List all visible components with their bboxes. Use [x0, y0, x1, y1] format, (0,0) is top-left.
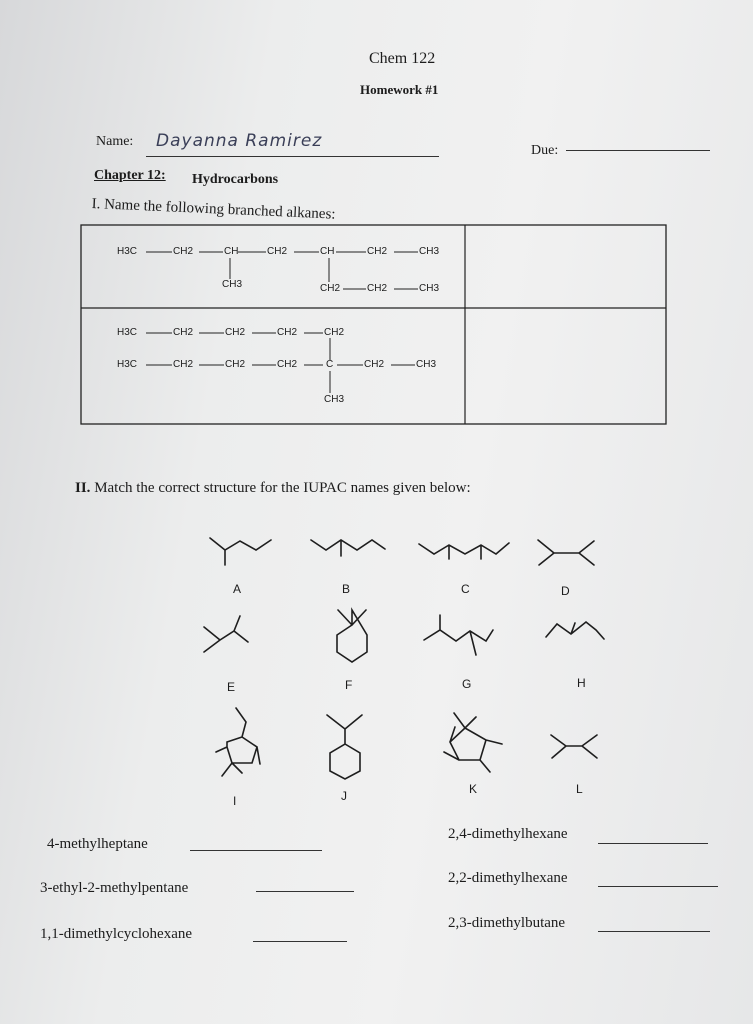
label-l: L — [576, 782, 583, 796]
s2-atom: CH2 — [173, 327, 194, 338]
structure-g — [424, 615, 493, 655]
s2-atom: CH2 — [173, 359, 194, 370]
answer-blank[interactable] — [256, 891, 354, 892]
chapter-topic: Hydrocarbons — [192, 172, 279, 187]
structure-h — [546, 622, 604, 639]
answer-blank[interactable] — [598, 931, 710, 932]
s2-atom: H3C — [117, 327, 138, 338]
label-i: I — [233, 794, 237, 808]
structure-f — [337, 610, 367, 662]
due-label: Due: — [531, 143, 559, 158]
match-name-3-ethyl-2-methylpentane: 3-ethyl-2-methylpentane — [40, 880, 189, 896]
s2-atom: CH2 — [225, 359, 246, 370]
structure-e — [204, 616, 248, 652]
chapter-number: Chapter 12: — [94, 168, 166, 183]
s1-branch-methyl: CH3 — [222, 279, 243, 290]
label-k: K — [469, 782, 478, 796]
label-b: B — [342, 582, 351, 596]
structure-d — [538, 540, 594, 565]
label-g: G — [462, 677, 472, 691]
s1-atom: CH — [224, 246, 239, 257]
s1-branch-atom: CH2 — [367, 283, 388, 294]
s1-atom: H3C — [117, 246, 138, 257]
s1-atom: CH — [320, 246, 335, 257]
match-name-4-methylheptane: 4-methylheptane — [47, 836, 148, 852]
section2-text: Match the correct structure for the IUPAC names given below: — [94, 480, 471, 496]
s1-branch-atom: CH2 — [320, 283, 341, 294]
match-name-2-4-dimethylhexane: 2,4-dimethylhexane — [448, 826, 568, 842]
section1-instruction: I. Name the following branched alkanes: — [91, 196, 336, 223]
s1-atom: CH2 — [367, 246, 388, 257]
structure-a — [210, 538, 271, 565]
s2-atom: CH2 — [364, 359, 385, 370]
label-a: A — [233, 582, 242, 596]
s1-atom: CH3 — [419, 246, 440, 257]
structure-i — [216, 708, 260, 776]
answer-blank[interactable] — [190, 850, 322, 851]
match-name-2-3-dimethylbutane: 2,3-dimethylbutane — [448, 915, 566, 931]
label-d: D — [561, 584, 570, 598]
s1-atom: CH2 — [173, 246, 194, 257]
name-label: Name: — [96, 134, 134, 149]
structure-c — [419, 543, 509, 559]
structure-l — [551, 735, 597, 758]
student-name-handwritten: Dayanna Ramirez — [156, 131, 323, 151]
answer-blank[interactable] — [253, 941, 347, 942]
label-h: H — [577, 676, 586, 690]
assignment-title: Homework #1 — [360, 82, 439, 97]
course-title: Chem 122 — [369, 50, 436, 67]
s2-atom: H3C — [117, 359, 138, 370]
s2-branch-methyl: CH3 — [324, 394, 345, 405]
label-j: J — [341, 789, 347, 803]
s1-atom: CH2 — [267, 246, 288, 257]
label-e: E — [227, 680, 236, 694]
label-c: C — [461, 582, 470, 596]
s2-atom: CH3 — [416, 359, 437, 370]
label-f: F — [345, 678, 353, 692]
s1-branch-atom: CH3 — [419, 283, 440, 294]
s2-atom: CH2 — [277, 327, 298, 338]
structure-k — [444, 713, 502, 772]
answer-blank[interactable] — [598, 886, 718, 887]
structure-j — [327, 715, 362, 779]
s2-atom: CH2 — [324, 327, 345, 338]
match-name-2-2-dimethylhexane: 2,2-dimethylhexane — [448, 870, 568, 886]
answer-blank[interactable] — [598, 843, 708, 844]
section2-roman: II. — [75, 480, 91, 496]
match-name-1-1-dimethylcyclohexane: 1,1-dimethylcyclohexane — [40, 926, 193, 942]
s2-atom: CH2 — [277, 359, 298, 370]
s2-atom: CH2 — [225, 327, 246, 338]
structure-b — [311, 540, 385, 556]
s2-atom: C — [326, 359, 334, 370]
